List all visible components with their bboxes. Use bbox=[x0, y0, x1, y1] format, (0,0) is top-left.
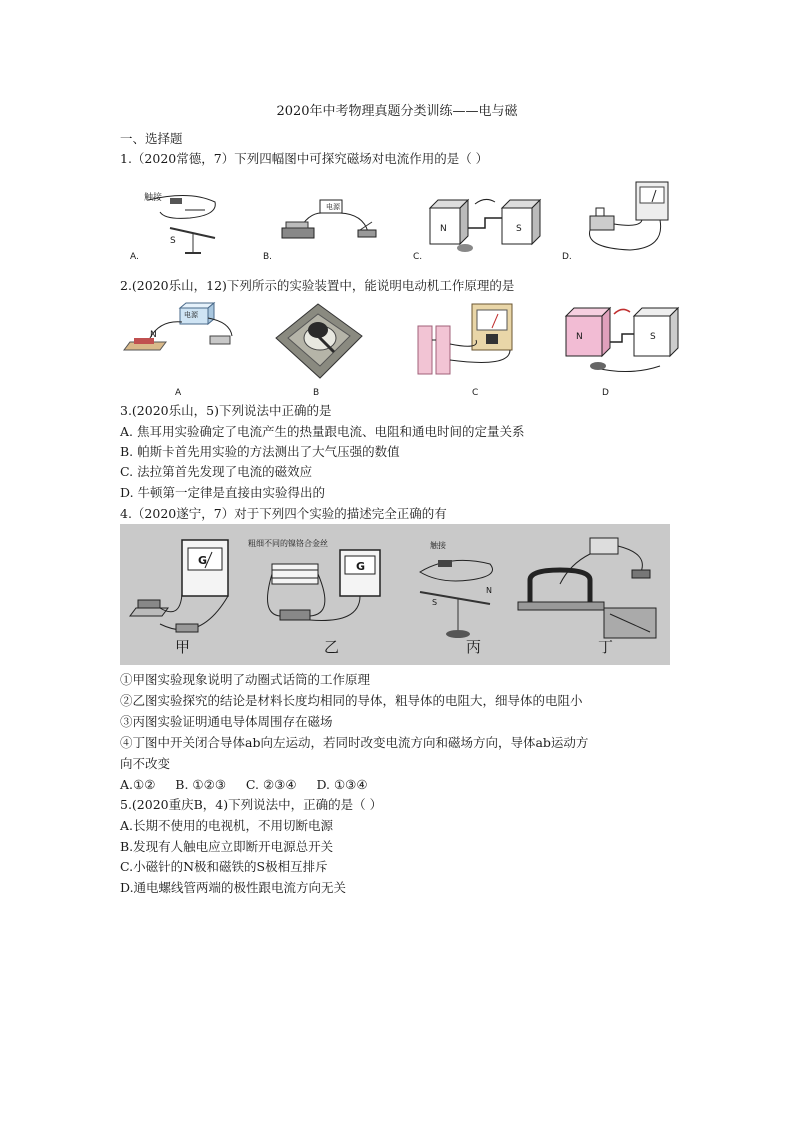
q4-caption-bing: 丙 bbox=[466, 638, 482, 656]
q4-photo bbox=[120, 524, 670, 665]
q1-figure-d bbox=[570, 178, 680, 260]
q2-d-s-label: S bbox=[650, 332, 656, 342]
q4-photo-g2: G bbox=[356, 560, 366, 573]
q5-option-c: C.小磁针的N极和磁铁的S极相互排斥 bbox=[120, 859, 328, 874]
q1-label-b: B. bbox=[263, 252, 273, 262]
q4-photo-s-label: S bbox=[432, 598, 438, 607]
section-heading: 一、选择题 bbox=[120, 131, 183, 146]
q2-a-n-label: N bbox=[150, 330, 157, 340]
q4-photo-touch-label: 触接 bbox=[430, 541, 446, 550]
q2-label-c: C bbox=[472, 388, 479, 398]
question-4: 4.（2020遂宁，7）对于下列四个实验的描述完全正确的有 bbox=[120, 506, 447, 521]
q4-photo-n-label: N bbox=[486, 586, 492, 595]
q5-option-b: B.发现有人触电应立即断开电源总开关 bbox=[120, 839, 334, 854]
q5-option-d: D.通电螺线管两端的极性跟电流方向无关 bbox=[120, 880, 347, 895]
q2-figure-c bbox=[410, 300, 540, 382]
q1-figure-a bbox=[130, 180, 240, 260]
q1-label-c: C. bbox=[413, 252, 423, 262]
q4-statement-2: ②乙图实验探究的结论是材料长度均相同的导体，粗导体的电阻大，细导体的电阻小 bbox=[120, 693, 583, 708]
q4-caption-yi: 乙 bbox=[324, 638, 340, 656]
q1-c-s-label: S bbox=[516, 224, 522, 234]
q1-label-a: A. bbox=[130, 252, 139, 262]
question-2: 2.(2020乐山，12)下列所示的实验装置中，能说明电动机工作原理的是 bbox=[120, 278, 515, 293]
q3-option-a: A. 焦耳用实验确定了电流产生的热量跟电流、电阻和通电时间的定量关系 bbox=[120, 424, 525, 439]
q3-option-b: B. 帕斯卡首先用实验的方法测出了大气压强的数值 bbox=[120, 444, 400, 459]
page-title: 2020年中考物理真题分类训练——电与磁 bbox=[276, 104, 518, 119]
q2-figure-b bbox=[268, 300, 368, 382]
q3-option-c: C. 法拉第首先发现了电流的磁效应 bbox=[120, 464, 313, 479]
q4-statement-4-cont: 向不改变 bbox=[120, 756, 171, 771]
q4-photo-wire-label: 粗细不同的镍铬合金丝 bbox=[248, 539, 328, 548]
q1-label-d: D. bbox=[562, 252, 572, 262]
q3-option-d: D. 牛顿第一定律是直接由实验得出的 bbox=[120, 485, 326, 500]
q1-a-s-label: S bbox=[170, 236, 176, 246]
q2-label-b: B bbox=[313, 388, 320, 398]
q1-c-n-label: N bbox=[440, 224, 447, 234]
q4-caption-ding: 丁 bbox=[598, 638, 614, 656]
q4-photo-g1: G bbox=[198, 554, 208, 567]
q2-label-a: A bbox=[175, 388, 182, 398]
q4-caption-jia: 甲 bbox=[175, 638, 191, 656]
q4-statement-1: ①甲图实验现象说明了动圈式话筒的工作原理 bbox=[120, 672, 371, 687]
q2-figure-d bbox=[560, 302, 680, 382]
question-5: 5.(2020重庆B，4)下列说法中，正确的是（ ） bbox=[120, 797, 383, 812]
q2-d-n-label: N bbox=[576, 332, 583, 342]
q1-a-touch-label: 触接 bbox=[144, 193, 163, 203]
q1-figure-b bbox=[268, 192, 388, 254]
q4-choices: A.①② B. ①②③ C. ②③④ D. ①③④ bbox=[120, 777, 368, 792]
q4-statement-3: ③丙图实验证明通电导体周围存在磁场 bbox=[120, 714, 333, 729]
q4-statement-4: ④丁图中开关闭合导体ab向左运动，若同时改变电流方向和磁场方向，导体ab运动方 bbox=[120, 735, 589, 750]
q2-a-power-label: 电源 bbox=[184, 311, 198, 319]
question-1: 1.（2020常德，7）下列四幅图中可探究磁场对电流作用的是（ ） bbox=[120, 151, 489, 166]
q1-b-power-label: 电源 bbox=[326, 203, 340, 211]
question-3: 3.(2020乐山，5)下列说法中正确的是 bbox=[120, 403, 332, 418]
q1-figure-c bbox=[420, 188, 545, 258]
q2-figure-a bbox=[120, 300, 240, 370]
q5-option-a: A.长期不使用的电视机，不用切断电源 bbox=[120, 818, 334, 833]
q2-label-d: D bbox=[602, 388, 609, 398]
